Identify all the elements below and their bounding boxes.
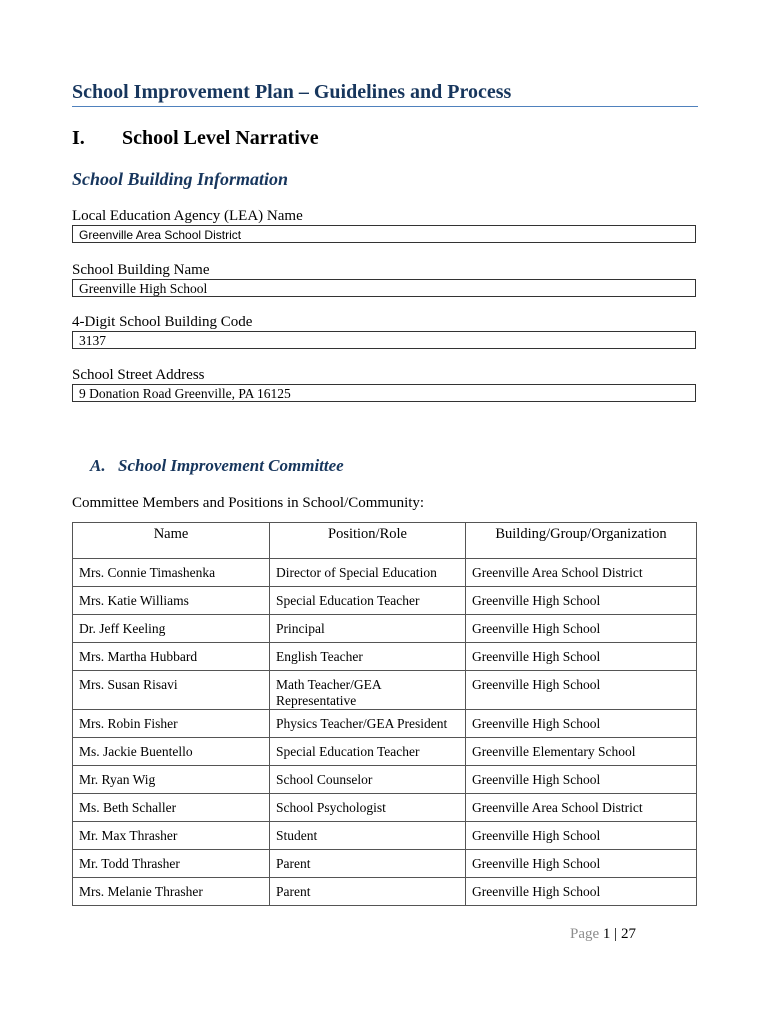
member-name: Mr. Todd Thrasher xyxy=(73,850,270,878)
table-row xyxy=(73,738,697,766)
building-info-heading: School Building Information xyxy=(72,169,289,189)
member-name: Mrs. Connie Timashenka xyxy=(73,559,270,587)
member-organization: Greenville Elementary School xyxy=(466,738,697,766)
member-name: Mrs. Martha Hubbard xyxy=(73,643,270,671)
member-position: Director of Special Education xyxy=(270,559,466,587)
member-organization: Greenville High School xyxy=(466,643,697,671)
table-row xyxy=(73,643,697,671)
table-row xyxy=(73,878,697,906)
member-position: Parent xyxy=(270,878,466,906)
column-header-organization: Building/Group/Organization xyxy=(466,523,697,559)
document-title: School Improvement Plan – Guidelines and Process xyxy=(72,80,698,107)
page-number xyxy=(570,925,636,943)
member-name: Dr. Jeff Keeling xyxy=(73,615,270,643)
page-word: Page xyxy=(570,926,600,942)
member-organization: Greenville High School xyxy=(466,587,697,615)
building-code-label: 4-Digit School Building Code xyxy=(72,314,253,330)
member-name: Mrs. Melanie Thrasher xyxy=(73,878,270,906)
member-organization: Greenville High School xyxy=(466,766,697,794)
member-organization: Greenville High School xyxy=(466,710,697,738)
member-name: Mrs. Robin Fisher xyxy=(73,710,270,738)
section-heading xyxy=(72,126,319,150)
page-separator: | xyxy=(614,926,618,942)
table-row xyxy=(73,710,697,738)
member-organization: Greenville Area School District xyxy=(466,794,697,822)
table-row xyxy=(73,615,697,643)
member-organization: Greenville Area School District xyxy=(466,559,697,587)
table-row xyxy=(73,794,697,822)
table-row xyxy=(73,671,697,710)
column-header-name: Name xyxy=(73,523,270,559)
table-row xyxy=(73,587,697,615)
table-row xyxy=(73,559,697,587)
member-organization: Greenville High School xyxy=(466,822,697,850)
member-position: Parent xyxy=(270,850,466,878)
member-name: Mr. Max Thrasher xyxy=(73,822,270,850)
member-organization: Greenville High School xyxy=(466,671,697,710)
member-name: Ms. Jackie Buentello xyxy=(73,738,270,766)
member-name: Ms. Beth Schaller xyxy=(73,794,270,822)
member-position: Principal xyxy=(270,615,466,643)
member-name: Mrs. Katie Williams xyxy=(73,587,270,615)
member-name: Mr. Ryan Wig xyxy=(73,766,270,794)
member-position: Physics Teacher/GEA President xyxy=(270,710,466,738)
committee-title: School Improvement Committee xyxy=(118,456,344,475)
committee-intro: Committee Members and Positions in School/Community: xyxy=(72,495,425,511)
committee-letter: A. xyxy=(90,456,106,475)
committee-heading xyxy=(90,455,344,477)
table-row xyxy=(73,850,697,878)
section-title: School Level Narrative xyxy=(122,127,319,149)
street-address-label: School Street Address xyxy=(72,367,205,383)
member-name: Mrs. Susan Risavi xyxy=(73,671,270,710)
table-row xyxy=(73,822,697,850)
page-current: 1 xyxy=(602,926,611,942)
member-organization: Greenville High School xyxy=(466,850,697,878)
table-header-row xyxy=(73,523,697,559)
lea-name-field[interactable]: Greenville Area School District xyxy=(72,225,696,243)
building-name-label: School Building Name xyxy=(72,262,210,278)
section-number: I. xyxy=(72,127,85,149)
member-position: English Teacher xyxy=(270,643,466,671)
committee-table xyxy=(72,522,697,906)
member-position: Special Education Teacher xyxy=(270,738,466,766)
column-header-position: Position/Role xyxy=(270,523,466,559)
lea-name-label: Local Education Agency (LEA) Name xyxy=(72,208,303,224)
building-code-field[interactable]: 3137 xyxy=(72,331,696,349)
table-row xyxy=(73,766,697,794)
member-position: School Counselor xyxy=(270,766,466,794)
member-position: Math Teacher/GEA Representative xyxy=(270,671,466,710)
building-name-field[interactable]: Greenville High School xyxy=(72,279,696,297)
member-position: School Psychologist xyxy=(270,794,466,822)
member-organization: Greenville High School xyxy=(466,878,697,906)
member-position: Student xyxy=(270,822,466,850)
member-organization: Greenville High School xyxy=(466,615,697,643)
member-position: Special Education Teacher xyxy=(270,587,466,615)
page-total: 27 xyxy=(620,926,636,942)
street-address-field[interactable]: 9 Donation Road Greenville, PA 16125 xyxy=(72,384,696,402)
